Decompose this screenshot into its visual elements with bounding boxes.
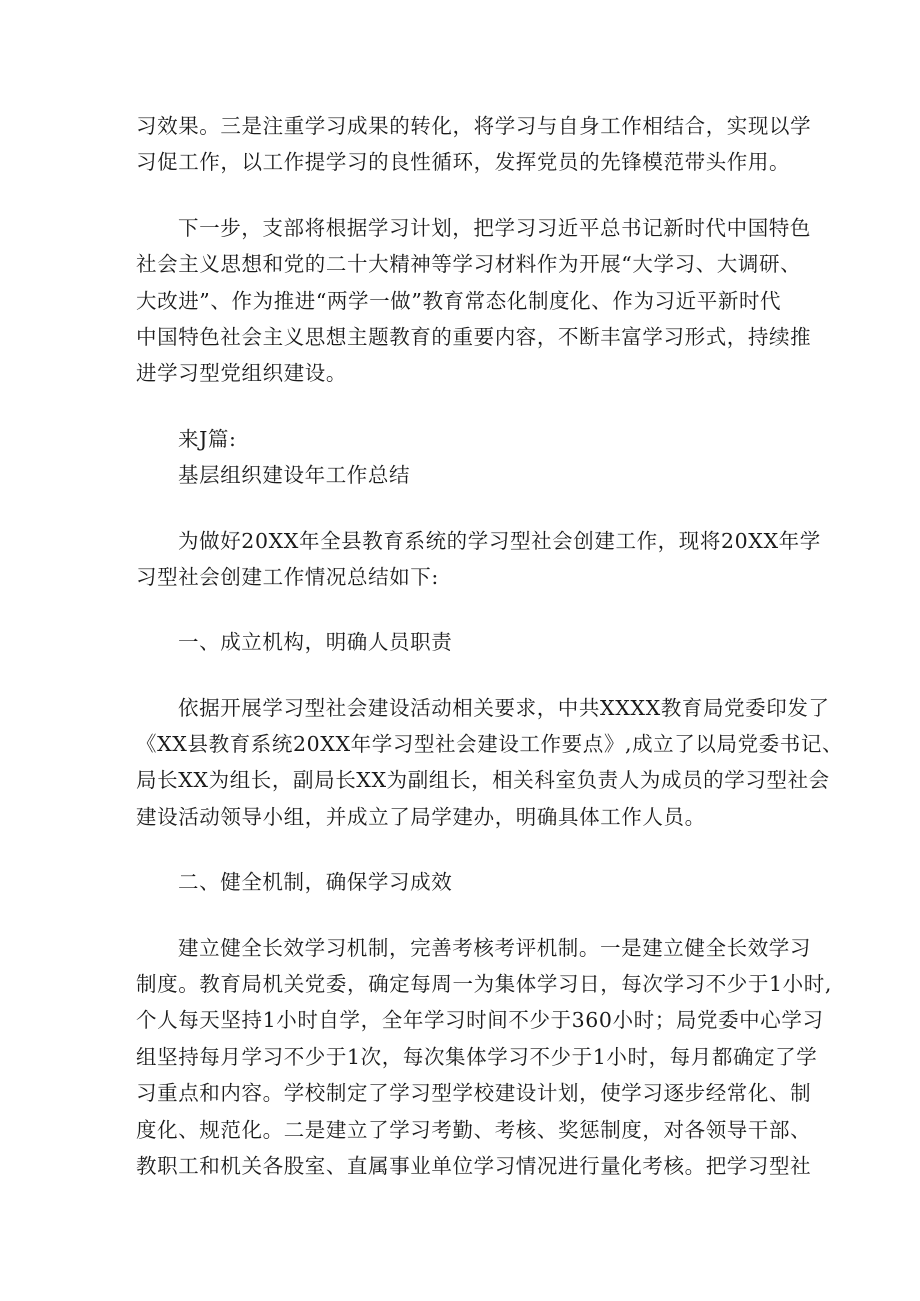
section-header [136, 421, 786, 494]
text-line: 习效果。三是注重学习成果的转化，将学习与自身工作相结合，实现以学 [136, 114, 812, 138]
heading-one [136, 624, 786, 660]
heading-text: 二、健全机制，确保学习成效 [178, 870, 453, 895]
text-line: 建设活动领导小组，并成立了局学建办，明确具体工作人员。 [136, 804, 706, 829]
text-line: 教职工和机关各股室、直属事业单位学习情况进行量化考核。把学习型社 [136, 1153, 812, 1178]
text-line: 为做好20XX年全县教育系统的学习型社会创建工作，现将20XX年学 [178, 528, 821, 553]
document-page [136, 108, 844, 1184]
section-title: 基层组织建设年工作总结 [178, 463, 411, 488]
text-line: 习促工作，以工作提学习的良性循环，发挥党员的先锋模范带头作用。 [136, 150, 791, 175]
heading-text: 一、成立机构，明确人员职责 [178, 630, 453, 655]
paragraph-intro [136, 523, 821, 596]
heading-two [136, 864, 786, 900]
section-label: 来J篇: [178, 426, 237, 451]
text-line: 习型社会创建工作情况总结如下: [136, 564, 439, 589]
text-line: 个人每天坚持1小时自学，全年学习时间不少于360小时；局党委中心学习 [136, 1008, 824, 1033]
text-line: 社会主义思想和党的二十大精神等学习材料作为开展“大学习、大调研、 [136, 252, 802, 277]
paragraph-next-step [136, 210, 812, 392]
text-line: 度化、规范化。二是建立了学习考勤、考核、奖惩制度，对各领导干部、 [136, 1117, 812, 1142]
text-line: 习重点和内容。学校制定了学习型学校建设计划，使学习逐步经常化、制 [136, 1081, 812, 1106]
text-line: 中国特色社会主义思想主题教育的重要内容，不断丰富学习形式，持续推 [136, 324, 812, 349]
text-line: 组坚持每月学习不少于1次，每次集体学习不少于1小时，每月都确定了学 [136, 1044, 818, 1069]
text-line: 建立健全长效学习机制，完善考核考评机制。一是建立健全长效学习 [178, 935, 811, 960]
text-line: 《XX县教育系统20XX年学习型社会建设工作要点》,成立了以局党委书记、 [136, 732, 844, 757]
text-line: 局长XX为组长，副局长XX为副组长，相关科室负责人为成员的学习型社会 [136, 768, 830, 793]
paragraph-continuation [136, 108, 812, 181]
paragraph-organization [136, 690, 844, 836]
text-line: 进学习型党组织建设。 [136, 361, 347, 386]
text-line: 依据开展学习型社会建设活动相关要求，中共XXXX教育局党委印发了 [178, 695, 830, 720]
paragraph-mechanism [136, 930, 832, 1185]
text-line: 下一步，支部将根据学习计划，把学习习近平总书记新时代中国特色 [178, 215, 811, 240]
text-line: 制度。教育局机关党委，确定每周一为集体学习日，每次学习不少于1小时, [136, 972, 832, 997]
text-line: 大改进”、作为推进“两学一做”教育常态化制度化、作为习近平新时代 [136, 288, 782, 313]
